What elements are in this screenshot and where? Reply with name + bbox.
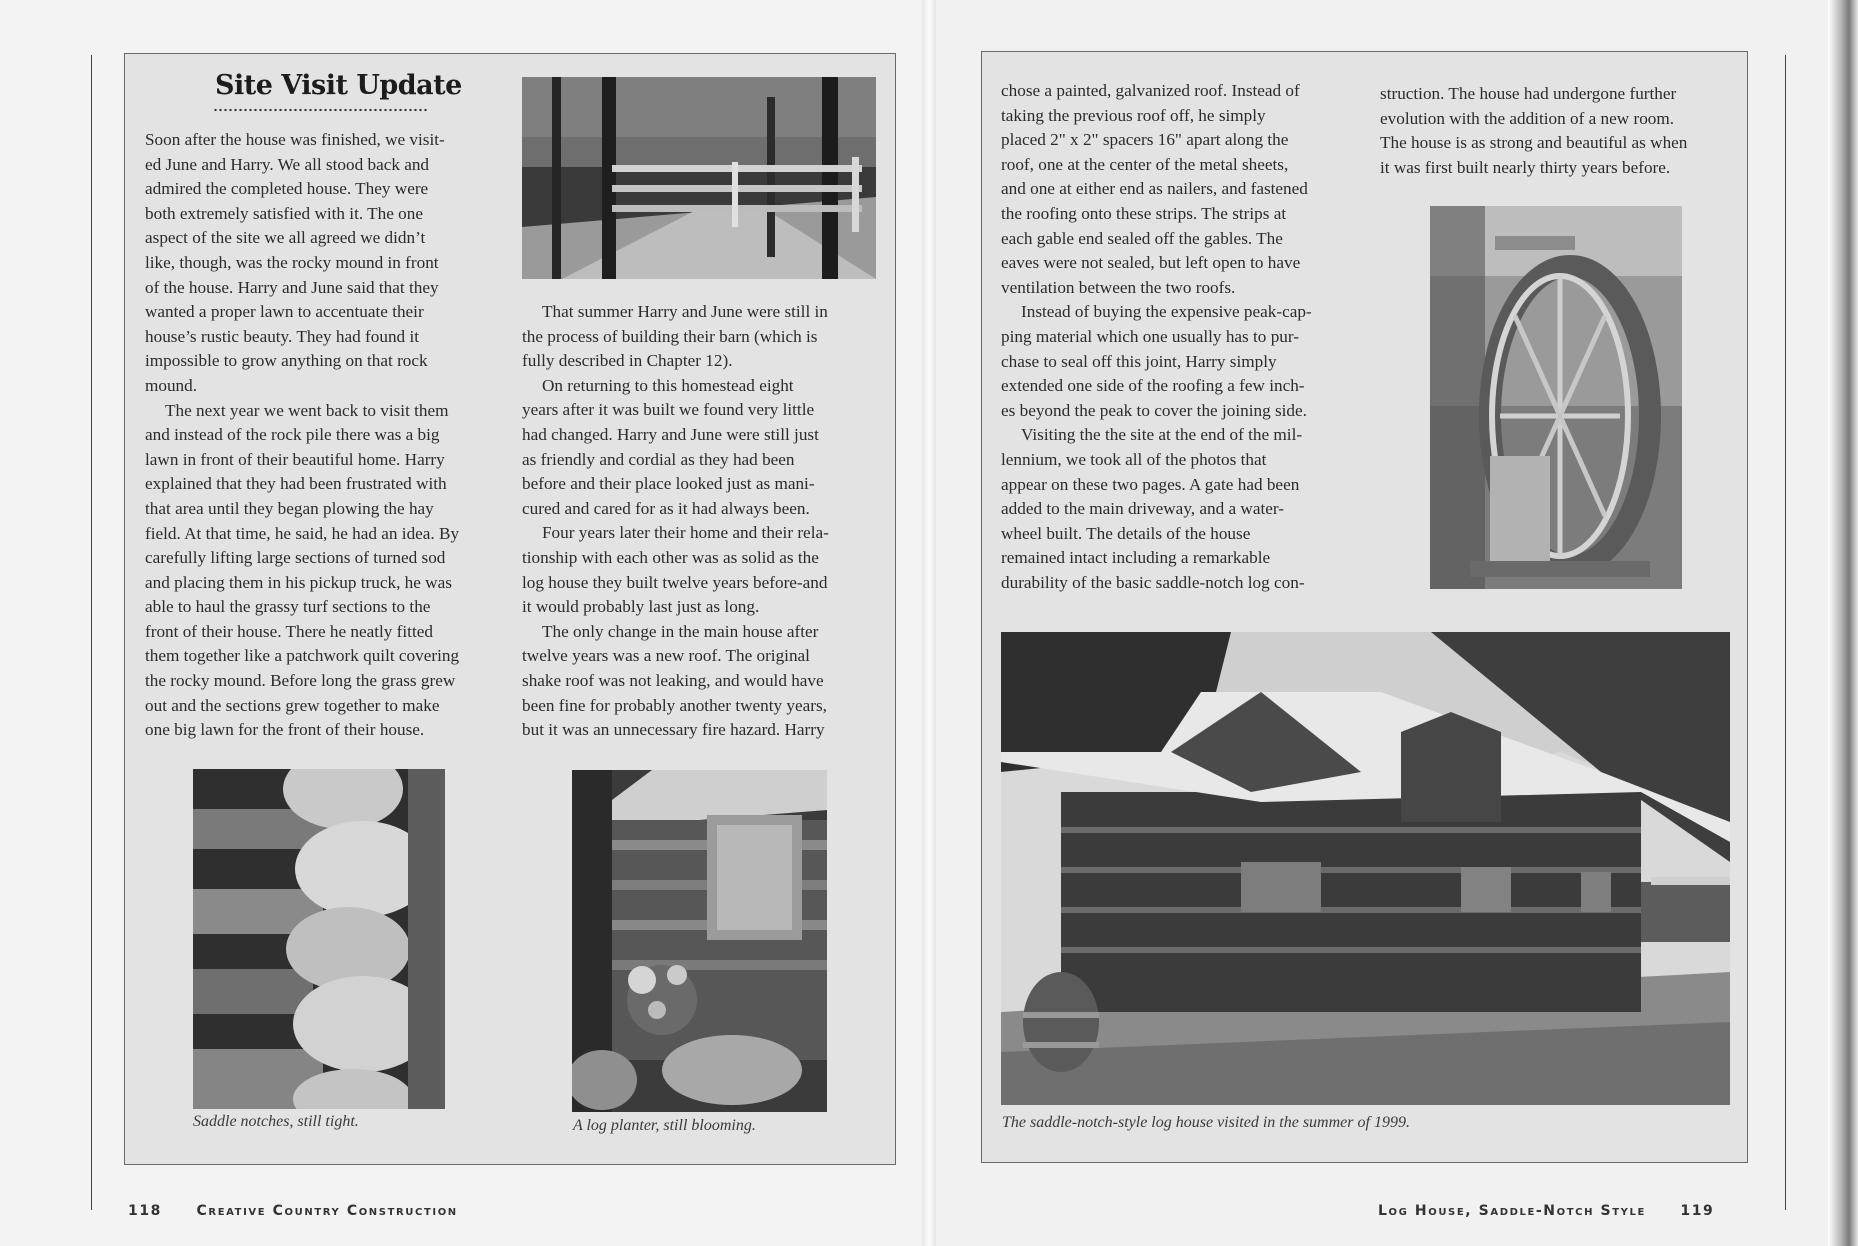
text-line: log house they built twelve years before-and [522,572,828,592]
running-title: Creative Country Construction [196,1203,458,1219]
text-line: but it was an unnecessary fire hazard. Harry [522,720,825,740]
text-line: out and the sections grew together to make [145,695,440,715]
text-line: each gable end sealed off the gables. The [1001,228,1283,248]
photo-waterwheel [1430,206,1682,589]
text-line: twelve years was a new roof. The original [522,646,810,666]
text-line: impossible to grow anything on that rock [145,351,428,371]
text-line: wanted a proper lawn to accentuate their [145,302,424,322]
right-margin-rule [1785,55,1786,1210]
book-gutter [922,0,936,1246]
photo-saddle-notches [193,769,445,1109]
left-page-column-1 [145,128,505,743]
text-line: been fine for probably another twenty years, [522,695,827,715]
text-line: evolution with the addition of a new room. [1380,108,1675,128]
caption-log-house: The saddle-notch-style log house visited in the summer of 1999. [1002,1114,1410,1131]
text-line: tionship with each other was as solid as the [522,547,819,567]
text-line: field. At that time, he said, he had an idea. By [145,523,460,543]
running-title: Log House, Saddle-Notch Style [1378,1203,1646,1219]
photo-forest-gate [522,77,876,279]
left-margin-rule [91,55,92,1210]
text-line: before and their place looked just as mani- [522,474,815,494]
page-edge-shadow [1828,0,1858,1246]
text-line: The next year we went back to visit them [165,400,449,420]
text-line: That summer Harry and June were still in [542,302,828,321]
text-line: mound. [145,375,198,395]
text-line: added to the main driveway, and a water- [1001,499,1284,519]
text-line: es beyond the peak to cover the joining side. [1001,400,1307,420]
text-line: fully described in Chapter 12). [522,351,733,371]
text-line: taking the previous roof off, he simply [1001,105,1266,125]
text-line: ping material which one usually has to pur- [1001,326,1299,346]
text-line: lawn in front of their beautiful home. Harry [145,449,445,469]
text-line: remained intact including a remarkable [1001,548,1271,568]
text-line: aspect of the site we all agreed we didn’t [145,228,426,248]
left-page-column-2 [522,300,882,743]
text-line: and instead of the rock pile there was a big [145,425,440,445]
text-line: The only change in the main house after [542,621,819,641]
text-line: Visiting the the site at the end of the mil- [1021,425,1303,445]
text-line: lennium, we took all of the photos that [1001,449,1267,469]
text-line: the rocky mound. Before long the grass grew [145,671,456,691]
text-line: eaves were not sealed, but left open to have [1001,253,1301,273]
text-line: and placing them in his pickup truck, he was [145,572,452,592]
text-line: both extremely satisfied with it. The one [145,203,423,223]
text-line: The house is as strong and beautiful as when [1380,133,1688,153]
text-line: chase to seal off this joint, Harry simply [1001,351,1277,371]
text-line: the roofing onto these strips. The strips at [1001,203,1287,223]
text-line: as friendly and cordial as they had been [522,449,795,469]
text-line: cured and cared for as it had always been. [522,498,810,518]
text-line: years after it was built we found very little [522,400,815,420]
text-line: the process of building their barn (which is [522,326,818,346]
photo-log-house [1001,632,1730,1105]
text-line: Instead of buying the expensive peak-cap- [1021,302,1312,322]
text-line: chose a painted, galvanized roof. Instead of [1001,81,1300,100]
text-line: it would probably last just as long. [522,597,760,617]
text-line: ventilation between the two roofs. [1001,277,1236,297]
text-line: carefully lifting large sections of turned sod [145,548,446,568]
text-line: able to haul the grassy turf sections to the [145,597,431,617]
photo-log-planter [572,770,827,1112]
text-line: of the house. Harry and June said that they [145,277,439,297]
text-line: them together like a patchwork quilt covering [145,646,460,666]
section-title: Site Visit Update [215,70,462,101]
text-line: that area until they began plowing the hay [145,498,434,518]
text-line: had changed. Harry and June were still just [522,424,819,444]
title-underline-dots [213,108,427,112]
text-line: and one at either end as nailers, and fastened [1001,179,1308,199]
page-number: 119 [1680,1203,1715,1219]
text-line: roof, one at the center of the metal sheets, [1001,154,1289,174]
text-line: On returning to this homestead eight [542,375,794,395]
text-line: shake roof was not leaking, and would have [522,670,824,690]
text-line: appear on these two pages. A gate had been [1001,474,1300,494]
text-line: front of their house. There he neatly fitted [145,621,433,641]
text-line: Soon after the house was finished, we visit- [145,130,445,149]
page-number: 118 [128,1203,163,1219]
text-line: struction. The house had undergone further [1380,84,1677,103]
text-line: durability of the basic saddle-notch log con- [1001,572,1305,592]
text-line: ed June and Harry. We all stood back and [145,154,430,174]
caption-log-planter: A log planter, still blooming. [573,1117,756,1134]
text-line: wheel built. The details of the house [1001,523,1251,543]
right-page-column-2 [1380,82,1740,180]
text-line: one big lawn for the front of their house. [145,720,425,740]
right-page-footer [1378,1203,1714,1219]
left-page-footer [128,1203,458,1219]
text-line: explained that they had been frustrated with [145,474,447,494]
caption-saddle-notches: Saddle notches, still tight. [193,1113,359,1130]
text-line: extended one side of the roofing a few inch- [1001,376,1305,396]
text-line: it was first built nearly thirty years before. [1380,157,1671,177]
text-line: house’s rustic beauty. They had found it [145,326,419,346]
text-line: placed 2" x 2" spacers 16" apart along the [1001,130,1289,150]
text-line: Four years later their home and their rela- [542,523,829,543]
text-line: like, though, was the rocky mound in front [145,252,439,272]
text-line: admired the completed house. They were [145,179,429,199]
right-page-column-1 [1001,79,1371,595]
